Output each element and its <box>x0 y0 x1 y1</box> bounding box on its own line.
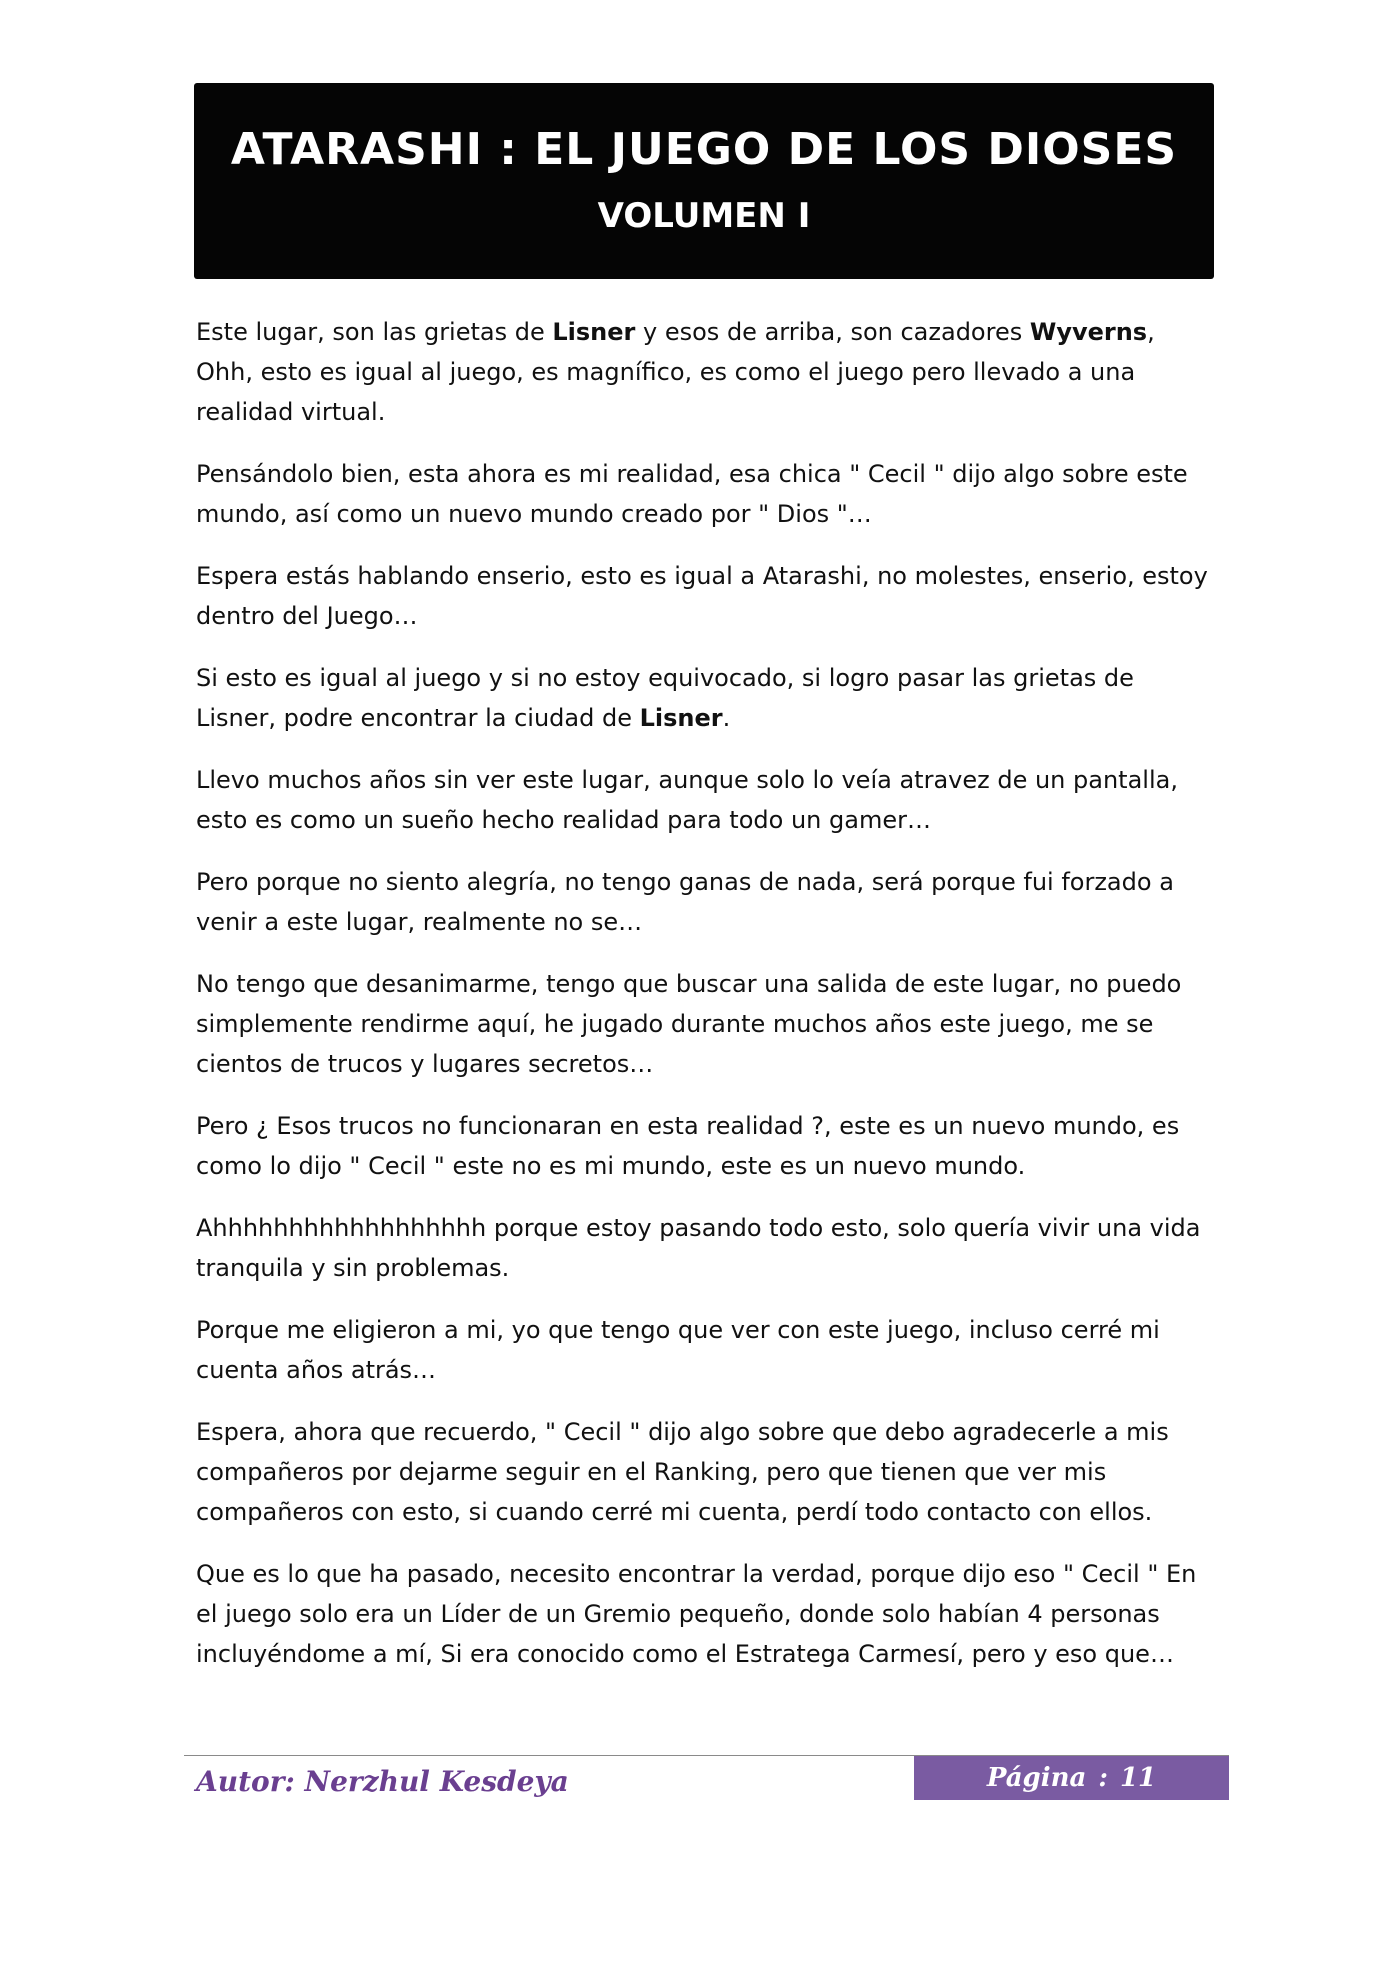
text-segment: Ahhhhhhhhhhhhhhhhhh porque estoy pasando todo esto, solo quería vivir una vida tranquila y sin problemas. <box>196 1214 1201 1282</box>
text-segment: Si esto es igual al juego y si no estoy equivocado, si logro pasar las grietas de Lisner, podre encontrar la ciudad de <box>196 664 1134 732</box>
text-segment: Llevo muchos años sin ver este lugar, aunque solo lo veía atravez de un pantalla, esto es como un sueño hecho realidad para todo un gamer… <box>196 766 1178 834</box>
page-number-badge <box>914 1756 1229 1800</box>
story-text <box>196 312 1216 1696</box>
paragraph <box>196 658 1216 738</box>
text-segment: Porque me eligieron a mi, yo que tengo que ver con este juego, incluso cerré mi cuenta años atrás… <box>196 1316 1160 1384</box>
paragraph <box>196 862 1216 942</box>
title-banner <box>194 83 1214 279</box>
bold-name: Wyverns <box>1029 318 1148 346</box>
text-segment: y esos de arriba, son cazadores <box>635 318 1030 346</box>
text-segment: , Ohh, esto es igual al juego, es magnífico, es como el juego pero llevado a una realidad virtual. <box>196 318 1155 426</box>
text-segment: Que es lo que ha pasado, necesito encontrar la verdad, porque dijo eso " Cecil " En el juego solo era un Líder de un Gremio pequeño, donde solo habían 4 personas incluyéndome a mí, Si era conocido como el Estratega Carmesí, pero y eso que… <box>196 1560 1197 1668</box>
bold-name: Lisner <box>639 704 723 732</box>
paragraph <box>196 312 1216 432</box>
book-title: ATARASHI : EL JUEGO DE LOS DIOSES <box>230 124 1178 175</box>
text-segment: Pensándolo bien, esta ahora es mi realidad, esa chica " Cecil " dijo algo sobre este mundo, así como un nuevo mundo creado por " Dios "… <box>196 460 1188 528</box>
text-segment: . <box>722 704 731 732</box>
paragraph <box>196 1310 1216 1390</box>
bold-name: Lisner <box>552 318 636 346</box>
text-segment: Espera estás hablando enserio, esto es igual a Atarashi, no molestes, enserio, estoy dentro del Juego… <box>196 562 1208 630</box>
footer-author: Autor: Nerzhul Kesdeya <box>196 1765 569 1798</box>
paragraph <box>196 1412 1216 1532</box>
paragraph <box>196 556 1216 636</box>
paragraph <box>196 454 1216 534</box>
page-number: 11 <box>1119 1763 1157 1793</box>
paragraph <box>196 964 1216 1084</box>
volume-subtitle: VOLUMEN I <box>597 196 811 236</box>
page-label: Página <box>986 1763 1087 1793</box>
paragraph <box>196 1554 1216 1674</box>
paragraph <box>196 1106 1216 1186</box>
text-segment: Pero ¿ Esos trucos no funcionaran en esta realidad ?, este es un nuevo mundo, es como lo dijo " Cecil " este no es mi mundo, este es un nuevo mundo. <box>196 1112 1180 1180</box>
page-separator: : <box>1098 1763 1108 1793</box>
text-segment: Espera, ahora que recuerdo, " Cecil " dijo algo sobre que debo agradecerle a mis compañeros por dejarme seguir en el Ranking, pero que tienen que ver mis compañeros con esto, si cuando cerré mi cuenta, perdí todo contacto con ellos. <box>196 1418 1169 1526</box>
text-segment: Este lugar, son las grietas de <box>196 318 553 346</box>
paragraph <box>196 1208 1216 1288</box>
text-segment: Pero porque no siento alegría, no tengo ganas de nada, será porque fui forzado a venir a este lugar, realmente no se… <box>196 868 1174 936</box>
paragraph <box>196 760 1216 840</box>
text-segment: No tengo que desanimarme, tengo que buscar una salida de este lugar, no puedo simplemente rendirme aquí, he jugado durante muchos años este juego, me se cientos de trucos y lugares secretos… <box>196 970 1182 1078</box>
